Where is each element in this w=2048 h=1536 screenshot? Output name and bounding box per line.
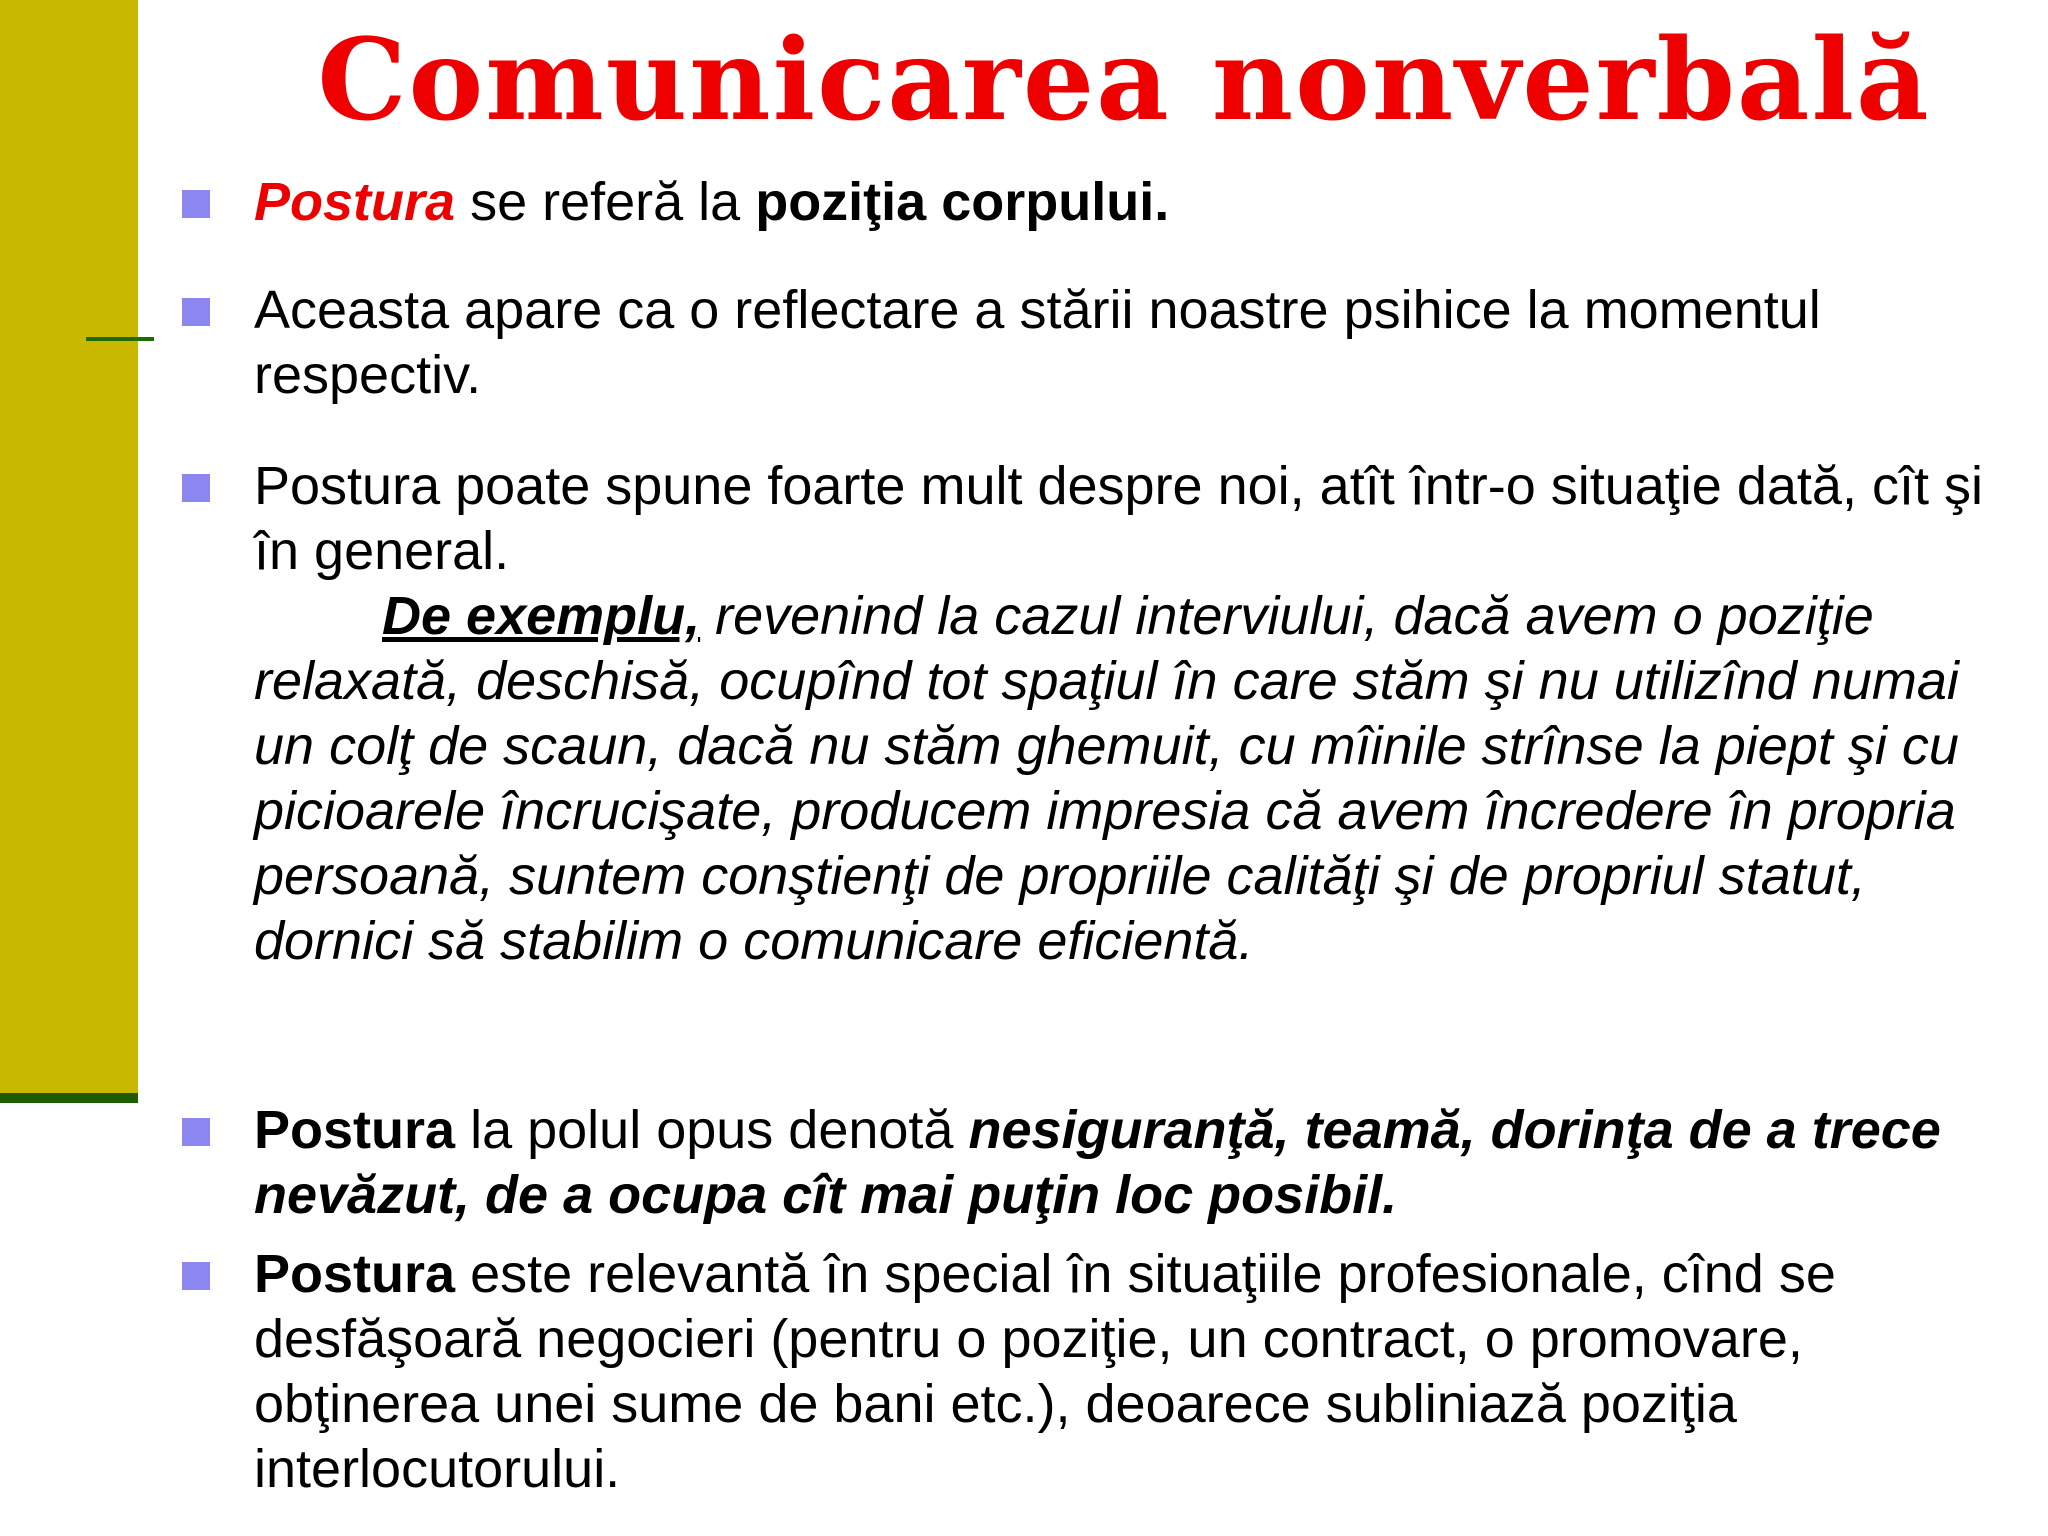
bullet-item-1 xyxy=(254,170,1994,235)
bullet-square-icon xyxy=(182,474,210,502)
slide-title: Comunicarea nonverbală xyxy=(317,15,1931,146)
bullet-square-icon xyxy=(182,1262,210,1290)
example-paragraph xyxy=(254,584,1994,974)
bullet-square-icon xyxy=(182,1118,210,1146)
decorative-sidebar xyxy=(0,0,138,1093)
bullet-item-3 xyxy=(254,454,1994,974)
sidebar-tick-mark xyxy=(86,337,154,341)
item-1-bold: poziţia corpului. xyxy=(755,172,1170,232)
item-4-text: la polul opus denotă xyxy=(455,1100,969,1160)
item-2-text: Aceasta apare ca o reflectare a stării noastre psihice la momentul respectiv. xyxy=(254,280,1821,405)
example-text: revenind la cazul interviului, dacă avem o poziţie relaxată, deschisă, ocupînd tot spaţiul în care stăm şi nu utilizînd numai un colţ de scaun, dacă nu stăm ghemuit, cu mîinile strînse la piept şi cu picioarele încrucişate, producem impresia că avem încredere în propria persoană, suntem conştienţi de propriile calităţi şi de propriul statut, dornici să stabilim o comunicare eficientă. xyxy=(254,586,1959,971)
bullet-item-5 xyxy=(254,1242,1994,1502)
item-1-text: se referă la xyxy=(455,172,756,232)
item-5-text: este relevantă în special în situaţiile profesionale, cînd se desfăşoară negocieri (pentru o poziţie, un contract, o promovare, obţinerea unei sume de bani etc.), deoarece subliniază poziţia interlocutorului. xyxy=(254,1244,1836,1499)
bullet-square-icon xyxy=(182,298,210,326)
item-4-bold-italic: nesiguranţă, teamă, dorinţa de a trece nevăzut, de a ocupa cît mai puţin loc posibil. xyxy=(254,1100,1941,1225)
bullet-square-icon xyxy=(182,190,210,218)
term-postura: Postura xyxy=(254,172,456,232)
bullet-item-4 xyxy=(254,1098,1994,1228)
item-4-bold: Postura xyxy=(254,1100,456,1160)
bullet-item-2 xyxy=(254,278,1994,408)
example-lead: De exemplu, xyxy=(382,586,701,646)
item-5-bold: Postura xyxy=(254,1244,456,1304)
item-3-text: Postura poate spune foarte mult despre noi, atît într-o situaţie dată, cît şi în general. xyxy=(254,456,1983,581)
sidebar-bottom-accent xyxy=(0,1093,138,1103)
